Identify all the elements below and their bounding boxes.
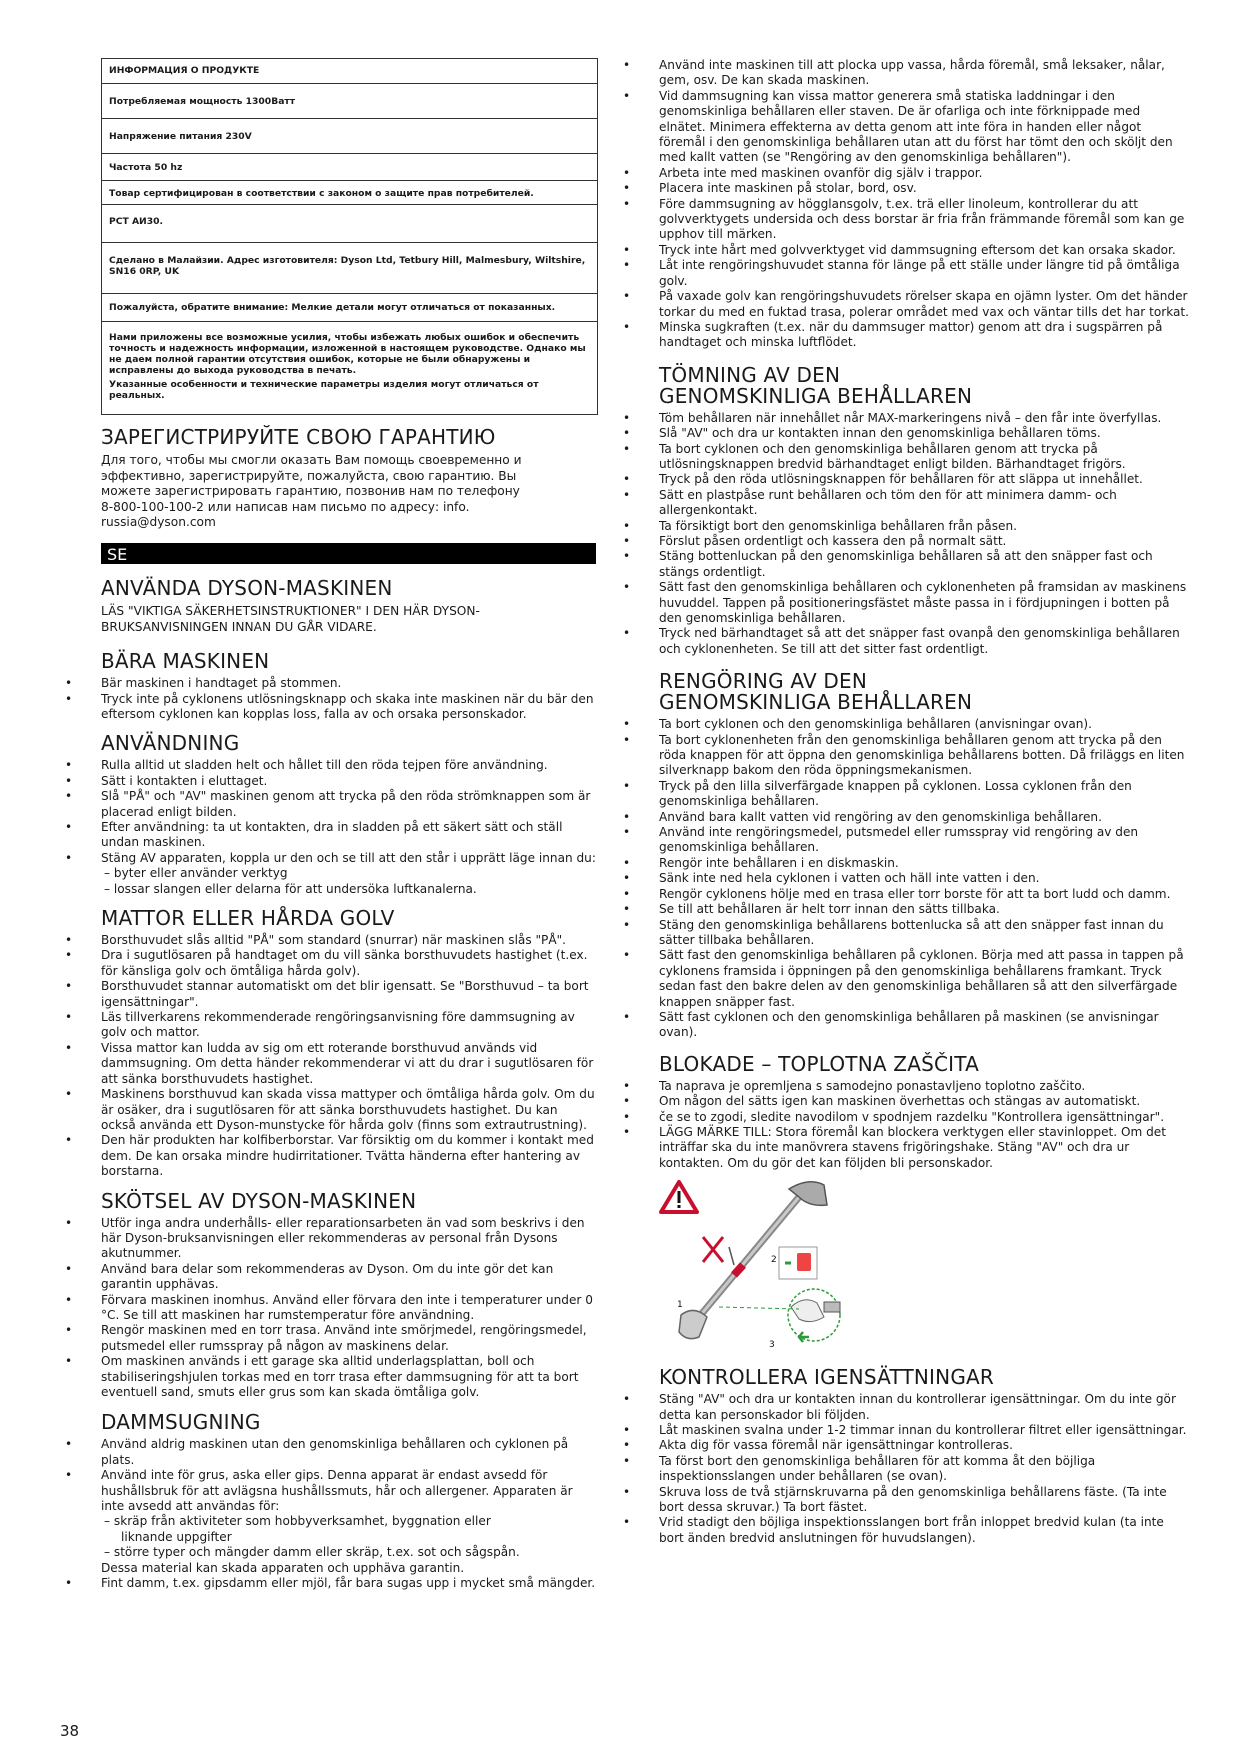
care-list	[65, 1215, 596, 1401]
info-row: Напряжение питания 230V	[102, 119, 597, 154]
list-item: • Arbeta inte med maskinen ovanför dig själv i trappor.	[623, 165, 983, 180]
disclaimer-text: Указанные особенности и технические параметры изделия могут отличаться от реальных.	[109, 379, 539, 401]
language-bar: SE	[101, 543, 596, 564]
use-heading: ANVÄNDA DYSON-MASKINEN	[101, 575, 393, 600]
hose-icon	[719, 1289, 840, 1342]
usage-sub-item: – lossar slangen eller delarna för att undersöka luftkanalerna.	[104, 881, 477, 896]
list-item: • Låt inte rengöringshuvudet stanna för länge på ett ställe under längre tid på ömtåliga golv.	[623, 258, 1180, 288]
list-item: • Utför inga andra underhålls- eller reparationsarbeten än vad som beskrivs i den här Dyson-bruksanvisningen eller rekommenderas av personal från Dysons akutnummer.	[65, 1215, 585, 1261]
list-item: • Vissa mattor kan ludda av sig om ett roterande borsthuvud används vid dammsugning. Om detta händer rekommenderar vi att du drar i sugutlösaren för att sänka borsthuvudets hastighet.	[65, 1040, 594, 1086]
list-item: • Se till att behållaren är helt torr innan den sätts tillbaka.	[623, 902, 1000, 917]
register-heading: ЗАРЕГИСТРИРУЙТЕ СВОЮ ГАРАНТИЮ	[101, 425, 496, 449]
warning-icon	[661, 1182, 697, 1212]
clean-list	[623, 717, 1189, 1041]
list-item: • Använd inte rengöringsmedel, putsmedel eller rumsspray vid rengöring av den genomskinliga behållaren.	[623, 825, 1139, 855]
product-info-table	[101, 58, 598, 415]
list-item: • Använd bara delar som rekommenderas av Dyson. Om du inte gör det kan garantin upphävas.	[65, 1261, 554, 1292]
vacuuming-note: Dessa material kan skada apparaten och upphäva garantin.	[101, 1560, 465, 1575]
vacuuming-sub-item: – skräp från aktiviteter som hobbyverksamhet, byggnation eller	[104, 1514, 491, 1529]
list-item: • Fint damm, t.ex. gipsdamm eller mjöl, får bara sugas upp i mycket små mängder.	[65, 1576, 596, 1591]
list-item: • Maskinens borsthuvud kan skada vissa mattyper och ömtåliga hårda golv. Om du är osäker, dra i sugutlösaren för att sänka borsthuvudets hastighet. Du kan också använda ett Dyson-munstycke för hårda golv (finns som extrautrustning).	[65, 1087, 595, 1132]
figure-label: 3	[769, 1340, 775, 1351]
carry-list	[65, 676, 596, 722]
disclaimer-text: Нами приложены все возможные усилия, чтобы избежать любых ошибок и обеспечить точность и надежность информации, изложенной в настоящем руководстве. Однако мы не даем полной гарантии отсутствия ошибок, которые не были обнаружены и исправлены до выхода руководства в печать.	[109, 332, 586, 376]
list-item: • Slå "AV" och dra ur kontakten innan den genomskinliga behållaren töms.	[623, 426, 1101, 441]
list-item: • Bär maskinen i handtaget på stommen.	[65, 676, 342, 691]
carry-heading: BÄRA MASKINEN	[101, 649, 270, 674]
list-item: • Läs tillverkarens rekommenderade rengöringsanvisning före dammsugning av golv och mattor.	[65, 1010, 575, 1040]
list-item: • Slå "PÅ" och "AV" maskinen genom att trycka på den röda strömknappen som är placerad enligt bilden.	[65, 789, 591, 819]
list-item: • Töm behållaren när innehållet når MAX-markeringens nivå – den får inte överfyllas.	[623, 410, 1162, 425]
info-row: ИНФОРМАЦИЯ О ПРОДУКТЕ	[102, 59, 597, 84]
list-item: • Rengör cyklonens hölje med en trasa eller torr borste för att ta bort ludd och damm.	[623, 886, 1171, 901]
list-item: • Tryck inte hårt med golvverktyget vid dammsugning eftersom det kan orsaka skador.	[623, 242, 1176, 257]
list-item: • Ta först bort den genomskinliga behållaren för att komma åt den böjliga inspektionsslangen under behållaren (se ovan).	[623, 1453, 1096, 1484]
floors-list	[65, 933, 596, 1180]
list-item: • Ta försiktigt bort den genomskinliga behållaren från påsen.	[623, 518, 1017, 533]
list-item: • Stäng bottenluckan på den genomskinliga behållaren så att den snäpper fast och stängs ordentligt.	[623, 549, 1153, 579]
list-item: • Borsthuvudet slås alltid "PÅ" som standard (snurrar) när maskinen slås "PÅ".	[65, 933, 567, 948]
thermal-list	[623, 1078, 1189, 1171]
usage-sub-item: – byter eller använder verktyg	[104, 866, 288, 881]
list-item: • Om någon del sätts igen kan maskinen överhettas och stängas av automatiskt.	[623, 1094, 1141, 1109]
list-item: • Förvara maskinen inomhus. Använd eller förvara den inte i temperaturer under 0 °C. Se till att maskinen har rumstemperatur före användning.	[65, 1292, 593, 1322]
left-column	[65, 58, 596, 1591]
list-item: • če se to zgodi, sledite navodilom v spodnjem razdelku "Kontrollera igensättningar".	[623, 1109, 1165, 1124]
info-row: Пожалуйста, обратите внимание: Мелкие детали могут отличаться от показанных.	[102, 294, 597, 322]
floors-heading: MATTOR ELLER HÅRDA GOLV	[101, 906, 395, 931]
list-item: • Placera inte maskinen på stolar, bord, osv.	[623, 181, 917, 196]
list-item: • Den här produkten har kolfiberborstar. Var försiktig om du kommer i kontakt med dem. De kan orsaka mindre hudirritationer. Tvätta händerna efter hantering av borstarna.	[65, 1133, 594, 1179]
vacuuming-list-2	[65, 1576, 596, 1591]
list-item: • Akta dig för vassa föremål när igensättningar kontrolleras.	[623, 1438, 1013, 1453]
vacuuming-sub-item: liknande uppgifter	[121, 1529, 232, 1544]
list-item: • Förslut påsen ordentligt och kassera den på normalt sätt.	[623, 533, 1007, 548]
list-item: • Efter användning: ta ut kontakten, dra in sladden på ett säkert sätt och ställ undan maskinen.	[65, 820, 563, 850]
list-item: • Skruva loss de två stjärnskruvarna på den genomskinliga behållarens fäste. (Ta inte bort dessa skruvar.) Ta bort fästet.	[623, 1484, 1167, 1515]
list-item: • Sätt i kontakten i eluttaget.	[65, 773, 268, 788]
check-list	[623, 1392, 1189, 1546]
figure-label: 1	[677, 1300, 683, 1311]
list-item: • Vid dammsugning kan vissa mattor generera små statiska laddningar i den genomskinliga behållaren eller staven. De är ofarliga och inte förknippade med elnätet. Minimera effekterna av detta genom att inte föra in handen eller något föremål i den genomskinliga behållaren utan att du först har tömt den och sköljt den med kallt vatten (se "Rengöring av den genomskinliga behållaren").	[623, 88, 1173, 165]
page-number: 38	[60, 1722, 80, 1740]
empty-heading: TÖMNING AV DEN GENOMSKINLIGA BEHÅLLAREN	[659, 362, 973, 408]
list-item: • Ta naprava je opremljena s samodejno ponastavljeno toplotno zaščito.	[623, 1078, 1086, 1093]
vacuuming-sub-item: – större typer och mängder damm eller skräp, t.ex. sot och sågspån.	[104, 1545, 520, 1560]
register-text: Для того, чтобы мы смогли оказать Вам помощь своевременно и эффективно, зарегистрируйте, пожалуйста, свою гарантию. Вы можете зарегистрировать гарантию, позвонив нам по телефону 8-800-100-100-2 или написав нам письмо по адресу: info. russia@dyson.com	[101, 453, 522, 530]
use-text: LÄS "VIKTIGA SÄKERHETSINSTRUKTIONER" I DEN HÄR DYSON-BRUKSANVISNINGEN INNAN DU GÅR VIDARE.	[101, 603, 480, 634]
list-item: • Tryck ned bärhandtaget så att det snäpper fast ovanpå den genomskinliga behållaren och cyklonenheten. Se till att det sitter fast ordentligt.	[623, 626, 1180, 656]
list-item: • Tryck på den röda utlösningsknappen för behållaren för att släppa ut innehållet.	[623, 472, 1143, 487]
list-item: • Vrid stadigt den böjliga inspektionsslangen bort från inloppet bredvid kulan (ta inte bort änden bredvid anslutningen för huvudslangen).	[623, 1515, 1164, 1545]
right-column	[623, 58, 1190, 1546]
list-item: • Använd bara kallt vatten vid rengöring av den genomskinliga behållaren.	[623, 809, 1102, 824]
usage-heading: ANVÄNDNING	[101, 731, 240, 756]
list-item: • Stäng "AV" och dra ur kontakten innan du kontrollerar igensättningar. Om du inte gör detta kan personskador bli följden.	[623, 1392, 1176, 1422]
list-item: • På vaxade golv kan rengöringshuvudets rörelser skapa en ojämn lyster. Om det händer torkar du med en fuktad trasa, polerar området med vax och väntar tills det har torkat.	[623, 289, 1190, 319]
care-heading: SKÖTSEL AV DYSON-MASKINEN	[101, 1188, 417, 1213]
list-item: • Sätt fast den genomskinliga behållaren på cyklonen. Börja med att passa in tappen på cyklonens framsida i öppningen på den genomskinliga behållarens framkant. Tryck sedan fast den bakre delen av den genomskinliga behållaren så att den silverfärgade knappen snäpper fast.	[623, 948, 1184, 1009]
info-row: Потребляемая мощность 1300Ватт	[102, 84, 597, 119]
vacuuming-list-continued	[623, 58, 1190, 351]
empty-list	[623, 410, 1189, 658]
list-item: • Sänk inte ned hela cyklonen i vatten och häll inte vatten i den.	[623, 871, 1040, 886]
info-row: РСТ АИ30.	[102, 205, 597, 243]
list-item: • Tryck inte på cyklonens utlösningsknapp och skaka inte maskinen när du bär den eftersom cyklonen kan kopplas loss, falla av och orsaka personskador.	[65, 691, 594, 721]
blockage-illustration	[659, 1177, 919, 1357]
list-item: • Om maskinen används i ett garage ska alltid underlagsplattan, boll och stabiliseringshjulen torkas med en torr trasa efter dammsugning för att ta bort eventuell sand, smuts eller grus som kan skada ömtåliga golv.	[65, 1354, 579, 1399]
figure-label: 2	[771, 1255, 777, 1266]
list-item: • Tryck på den lilla silverfärgade knappen på cyklonen. Lossa cyklonen från den genomskinliga behållaren.	[623, 778, 1132, 809]
list-item: • Rulla alltid ut sladden helt och hållet till den röda tejpen före användning.	[65, 758, 548, 773]
list-item: • Ta bort cyklonenheten från den genomskinliga behållaren genom att trycka på den röda knappen för att öppna den genomskinliga behållarens botten. Då friläggs en liten silverknapp bakom den röda öppningsmekanismen.	[623, 732, 1185, 778]
vacuuming-heading: DAMMSUGNING	[101, 1410, 261, 1435]
clean-heading: RENGÖRING AV DEN GENOMSKINLIGA BEHÅLLAREN	[659, 669, 973, 715]
list-item: • Använd aldrig maskinen utan den genomskinliga behållaren och cyklonen på plats.	[65, 1437, 569, 1467]
cross-icon	[703, 1237, 734, 1265]
list-item: • Ta bort cyklonen och den genomskinliga behållaren (anvisningar ovan).	[623, 717, 1092, 732]
info-disclaimer	[102, 322, 597, 414]
check-heading: KONTROLLERA IGENSÄTTNINGAR	[659, 1365, 994, 1390]
list-item: • Före dammsugning av högglansgolv, t.ex. trä eller linoleum, kontrollerar du att golvverktygets undersida och dess borstar är fria från främmande föremål som kan ge upphov till märken.	[623, 196, 1185, 242]
list-item: • Låt maskinen svalna under 1-2 timmar innan du kontrollerar filtret eller igensättningar.	[623, 1423, 1187, 1437]
list-item: • Sätt fast den genomskinliga behållaren och cyklonenheten på framsidan av maskinens huvuddel. Tappen på positioneringsfästet måste passa in i fördjupningen i botten på den genomskinliga behållaren.	[623, 580, 1187, 625]
thermal-heading: BLOKADE – TOPLOTNA ZAŠČITA	[659, 1051, 979, 1076]
list-item: • Sätt fast cyklonen och den genomskinliga behållaren på maskinen (se anvisningar ovan).	[623, 1009, 1159, 1040]
list-item: • Dra i sugutlösaren på handtaget om du vill sänka borsthuvudets hastighet (t.ex. för känsliga golv och ömtåliga hårda golv).	[65, 948, 588, 978]
usage-list	[65, 758, 596, 866]
list-item: • Minska sugkraften (t.ex. när du dammsuger mattor) genom att dra i sugspärren på handtaget och minska luftflödet.	[623, 319, 1163, 350]
info-row: Сделано в Малайзии. Адрес изготовителя: Dyson Ltd, Tetbury Hill, Malmesbury, Wiltshire, SN16 0RP, UK	[102, 243, 597, 294]
list-item: • Stäng den genomskinliga behållarens bottenlucka så att den snäpper fast innan du sätter tillbaka behållaren.	[623, 917, 1164, 947]
list-item: • Rengör inte behållaren i en diskmaskin.	[623, 855, 899, 870]
list-item: • Ta bort cyklonen och den genomskinliga behållaren genom att trycka på utlösningsknappen bredvid bärhandtaget enligt bilden. Bärhandtaget frigörs.	[623, 441, 1126, 471]
plug-icon	[779, 1247, 817, 1279]
list-item: • Använd inte maskinen till att plocka upp vassa, hårda föremål, små leksaker, nålar, gem, osv. De kan skada maskinen.	[623, 58, 1165, 88]
list-item: • Sätt en plastpåse runt behållaren och töm den för att minimera damm- och allergenkontakt.	[623, 487, 1117, 518]
info-row: Товар сертифицирован в соответствии с законом о защите прав потребителей.	[102, 181, 597, 205]
vacuuming-list	[65, 1437, 596, 1514]
info-row: Частота 50 hz	[102, 154, 597, 181]
list-item: • Rengör maskinen med en torr trasa. Använd inte smörjmedel, rengöringsmedel, putsmedel eller rumsspray på någon av maskinens delar.	[65, 1323, 587, 1353]
list-item: • Borsthuvudet stannar automatiskt om det blir igensatt. Se "Borsthuvud – ta bort igensättningar".	[65, 979, 589, 1009]
list-item: • LÄGG MÄRKE TILL: Stora föremål kan blockera verktygen eller stavinloppet. Om det inträffar ska du inte manövrera stavens frigöringshake. Stäng "AV" och dra ur kontakten. Om du gör det kan följden bli personskador.	[623, 1124, 1166, 1170]
list-item: • Använd inte för grus, aska eller gips. Denna apparat är endast avsedd för hushållsbruk för att avlägsna hushållssmuts, hår och allergener. Apparaten är inte avsedd att användas för:	[65, 1468, 573, 1514]
list-item: • Stäng AV apparaten, koppla ur den och se till att den står i upprätt läge innan du:	[65, 850, 596, 865]
